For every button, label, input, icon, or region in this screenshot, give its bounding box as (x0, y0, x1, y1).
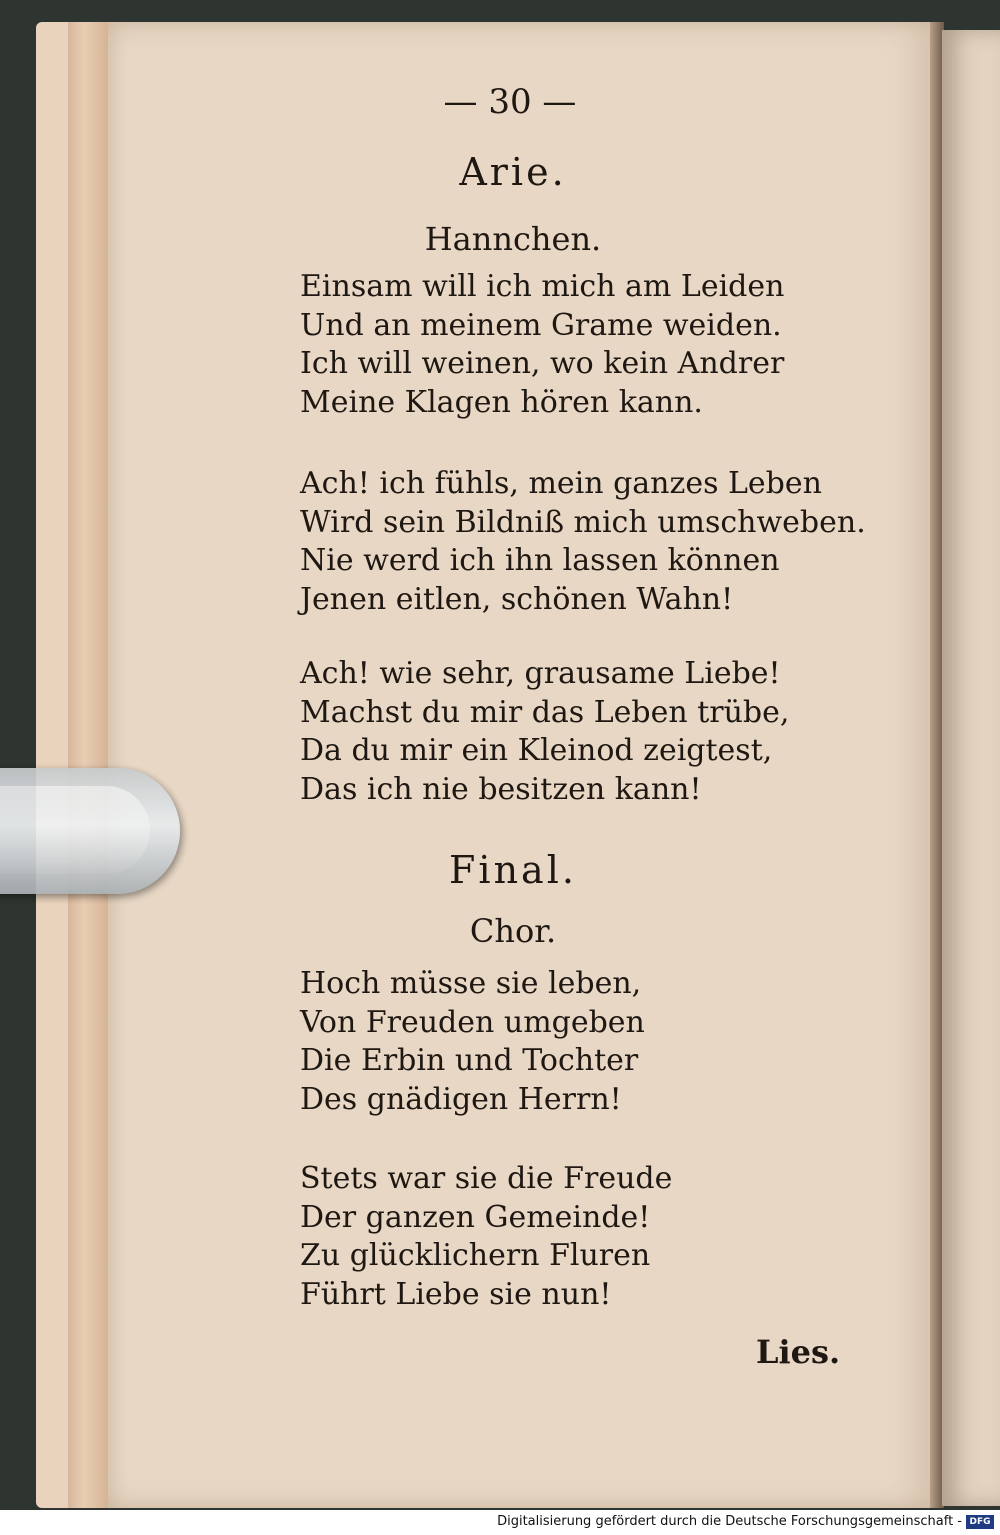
speaker-hannchen: Hannchen. (424, 220, 602, 258)
stanza (300, 465, 866, 619)
stanza (300, 655, 789, 809)
page-clip-highlight (0, 786, 150, 874)
stanza (300, 268, 784, 422)
adjacent-page (942, 30, 1000, 1506)
verse-line: Ach! wie sehr, grausame Liebe! (300, 656, 781, 691)
footer-bar (0, 1510, 1000, 1535)
section-heading-arie: Arie. (459, 150, 567, 194)
verse-line: Nie werd ich ihn lassen können (300, 543, 780, 578)
verse-line: Stets war sie die Freude (300, 1161, 673, 1196)
verse-line: Hoch müsse sie leben, (300, 966, 642, 1001)
section-heading-final: Final. (449, 848, 577, 892)
verse-line: Führt Liebe sie nun! (300, 1276, 612, 1312)
page-clip (0, 768, 180, 894)
verse-line: Des gnädigen Herrn! (300, 1081, 622, 1117)
verse-line: Die Erbin und Tochter (300, 1043, 639, 1078)
verse-line: Ich will weinen, wo kein Andrer (300, 346, 785, 381)
speaker-chor: Chor. (469, 912, 557, 950)
verse-line: Einsam will ich mich am Leiden (300, 269, 785, 304)
page-number: — 30 — (443, 82, 577, 122)
stanza (300, 1160, 672, 1314)
verse-line: Und an meinem Grame weiden. (300, 307, 782, 343)
verse-line: Ach! ich fühls, mein ganzes Leben (300, 466, 822, 501)
verse-line: Wird sein Bildniß mich umschweben. (300, 504, 866, 540)
verse-line: Der ganzen Gemeinde! (300, 1199, 651, 1235)
dfg-logo: DFG (966, 1515, 994, 1529)
stanza (300, 965, 645, 1119)
verse-line: Machst du mir das Leben trübe, (300, 694, 790, 730)
verse-line: Meine Klagen hören kann. (300, 384, 703, 420)
verse-line: Zu glücklichern Fluren (300, 1238, 651, 1273)
signature: Lies. (756, 1333, 841, 1371)
verse-line: Das ich nie besitzen kann! (300, 771, 702, 807)
verse-line: Von Freuden umgeben (300, 1004, 645, 1040)
footer-credit: Digitalisierung gefördert durch die Deutsche Forschungsgemeinschaft - (497, 1514, 962, 1529)
verse-line: Da du mir ein Kleinod zeigtest, (300, 733, 773, 768)
verse-line: Jenen eitlen, schönen Wahn! (300, 581, 734, 617)
page-edges (68, 22, 108, 1508)
